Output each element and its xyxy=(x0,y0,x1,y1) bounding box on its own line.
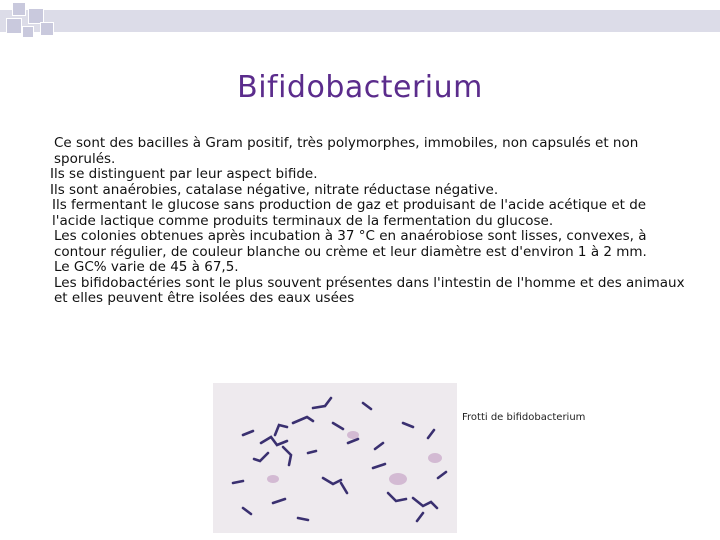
paragraph-metabolism: Ils sont anaérobies, catalase négative, nitrate réductase négative. xyxy=(50,181,499,198)
slide-title: Bifidobacterium xyxy=(237,70,483,105)
paragraph-fermentation: Ils fermentant le glucose sans production de gaz et produisant de l'acide acétique et de l'acide lactique comme produits terminaux de la fermentation du glucose. xyxy=(52,197,647,229)
image-caption: Frotti de bifidobacterium xyxy=(462,412,586,423)
micrograph-image xyxy=(213,383,457,533)
paragraph-gc: Le GC% varie de 45 à 67,5. xyxy=(54,259,239,275)
slide-body xyxy=(50,136,690,307)
paragraph-description: Ce sont des bacilles à Gram positif, très polymorphes, immobiles, non capsulés et non sporulés. xyxy=(54,135,639,167)
corner-decoration xyxy=(0,0,60,50)
header-band xyxy=(0,10,720,32)
paragraph-aspect: Ils se distinguent par leur aspect bifide. xyxy=(50,166,318,182)
paragraph-habitat: Les bifidobactéries sont le plus souvent présentes dans l'intestin de l'homme et des animaux et elles peuvent être isolées des eaux usées xyxy=(54,274,685,306)
smear-micrograph xyxy=(213,383,457,533)
paragraph-colonies: Les colonies obtenues après incubation à 37 °C en anaérobiose sont lisses, convexes, à contour régulier, de couleur blanche ou crème et leur diamètre est d'environ 1 à 2 mm. xyxy=(54,228,647,260)
